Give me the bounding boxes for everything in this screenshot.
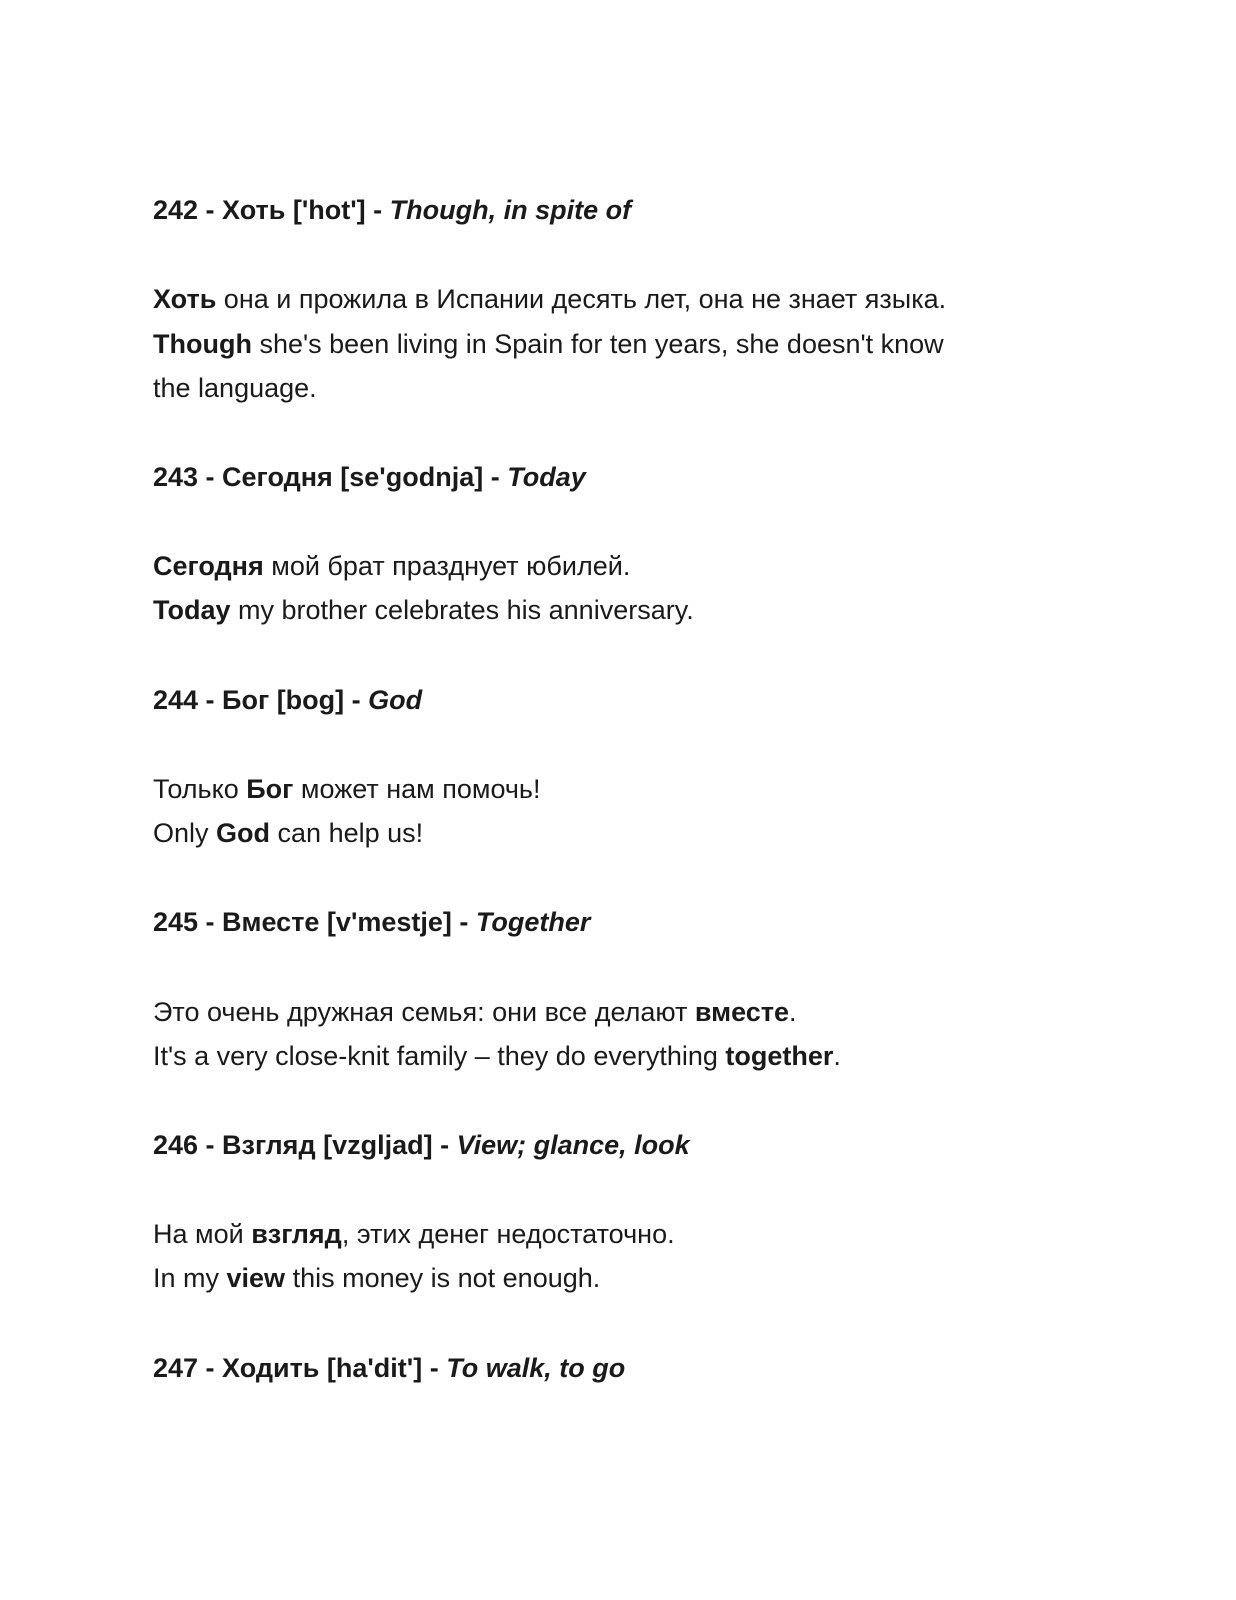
example-text: Only bbox=[153, 818, 217, 848]
example-ru-242 bbox=[153, 283, 946, 315]
entry-heading-242 bbox=[153, 194, 631, 226]
example-text: this money is not enough. bbox=[285, 1263, 601, 1293]
entry-lemma: 245 - Вместе [v'mestje] - bbox=[153, 907, 476, 937]
entry-translation: Today bbox=[507, 462, 586, 492]
example-ru-246 bbox=[153, 1218, 675, 1250]
entry-lemma: 242 - Хоть ['hot'] - bbox=[153, 195, 390, 225]
keyword-en: together bbox=[725, 1041, 834, 1071]
entry-lemma: 247 - Ходить [ha'dit'] - bbox=[153, 1353, 447, 1383]
entry-translation: God bbox=[368, 685, 423, 715]
example-text: can help us! bbox=[270, 818, 424, 848]
example-en-244 bbox=[153, 817, 423, 849]
entry-lemma: 246 - Взгляд [vzgljad] - bbox=[153, 1130, 457, 1160]
entry-heading-245 bbox=[153, 906, 590, 938]
entry-translation: Though, in spite of bbox=[389, 195, 632, 225]
keyword-en: Today bbox=[153, 595, 231, 625]
example-text: she's been living in Spain for ten years, she doesn't know bbox=[251, 329, 944, 359]
entry-heading-244 bbox=[153, 684, 422, 716]
example-text: Только bbox=[153, 774, 247, 804]
example-text: , этих денег недостаточно. bbox=[341, 1219, 675, 1249]
example-text: the language. bbox=[153, 373, 317, 403]
keyword-en: view bbox=[226, 1263, 286, 1293]
example-text: . bbox=[833, 1041, 841, 1071]
example-en-246 bbox=[153, 1262, 600, 1294]
example-ru-244 bbox=[153, 773, 541, 805]
entry-heading-243 bbox=[153, 461, 586, 493]
entry-translation: View; glance, look bbox=[456, 1130, 690, 1160]
entry-translation: To walk, to go bbox=[446, 1353, 626, 1383]
example-ru-243 bbox=[153, 550, 630, 582]
example-text: мой брат празднует юбилей. bbox=[263, 551, 631, 581]
keyword-en: God bbox=[216, 818, 271, 848]
entry-heading-246 bbox=[153, 1129, 690, 1161]
keyword-ru: Сегодня bbox=[153, 551, 264, 581]
keyword-ru: Бог bbox=[246, 774, 294, 804]
example-en-242-continued bbox=[153, 372, 317, 404]
example-ru-245 bbox=[153, 996, 797, 1028]
entry-heading-247 bbox=[153, 1352, 625, 1384]
entry-translation: Together bbox=[475, 907, 591, 937]
keyword-ru: Хоть bbox=[153, 284, 217, 314]
keyword-ru: вместе bbox=[694, 997, 789, 1027]
keyword-en: Though bbox=[153, 329, 252, 359]
example-text: It's a very close-knit family – they do everything bbox=[153, 1041, 726, 1071]
example-text: На мой bbox=[153, 1219, 252, 1249]
example-text: может нам помочь! bbox=[293, 774, 541, 804]
example-en-245 bbox=[153, 1040, 841, 1072]
example-text: In my bbox=[153, 1263, 227, 1293]
example-text: она и прожила в Испании десять лет, она не знает языка. bbox=[216, 284, 947, 314]
example-en-243 bbox=[153, 594, 694, 626]
example-text: my brother celebrates his anniversary. bbox=[230, 595, 694, 625]
entry-lemma: 243 - Сегодня [se'godnja] - bbox=[153, 462, 508, 492]
entry-lemma: 244 - Бог [bog] - bbox=[153, 685, 369, 715]
keyword-ru: взгляд bbox=[251, 1219, 342, 1249]
example-en-242 bbox=[153, 328, 944, 360]
example-text: Это очень дружная семья: они все делают bbox=[153, 997, 695, 1027]
example-text: . bbox=[789, 997, 797, 1027]
